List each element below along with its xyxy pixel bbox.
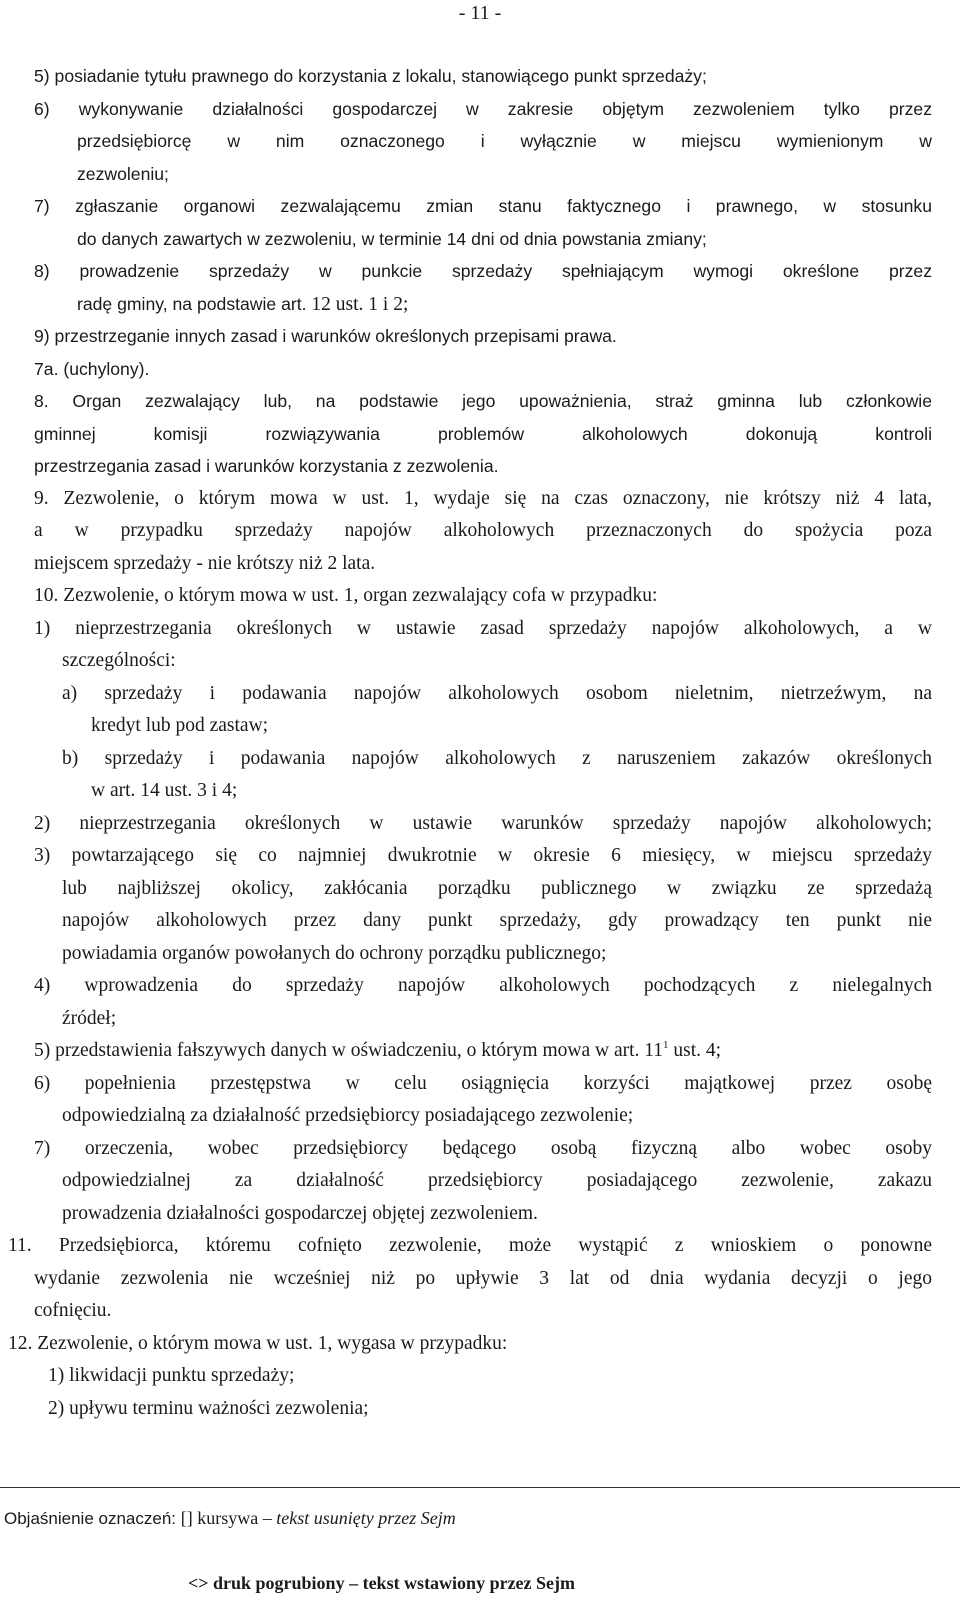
text-line: 11. Przedsiębiorca, któremu cofnięto zezwolenie, może wystąpić z wnioskiem o ponowne (8, 1235, 932, 1256)
text-line: zezwoleniu; (77, 163, 169, 184)
superscript: 1 (663, 1039, 669, 1051)
text-line: napojów alkoholowych przez dany punkt sprzedaży, gdy prowadzący ten punkt nie (62, 910, 932, 931)
text-line: 9) przestrzeganie innych zasad i warunków określonych przepisami prawa. (34, 326, 617, 346)
text-line: odpowiedzialną za działalność przedsiębiorcy posiadającego zezwolenie; (62, 1105, 634, 1126)
text-span: 12 ust. 1 i 2; (311, 293, 409, 315)
text-line: 7) zgłaszanie organowi zezwalającemu zmian stanu faktycznego i prawnego, w stosunku (34, 196, 932, 216)
text-line: a w przypadku sprzedaży napojów alkoholowych przeznaczonych do spożycia poza (34, 520, 932, 541)
page-number: - 11 - (458, 2, 502, 24)
text-line: źródeł; (62, 1007, 117, 1029)
text-line: do danych zawartych w zezwoleniu, w terminie 14 dni od dnia powstania zmiany; (77, 228, 707, 249)
text-line: 8) prowadzenie sprzedaży w punkcie sprzedaży spełniającym wymogi określone przez (34, 261, 932, 281)
text-span: radę gminy, na podstawie art. (77, 293, 312, 314)
text-line: lub najbliższej okolicy, zakłócania porządku publicznego w związku ze sprzedażą (62, 877, 932, 899)
text-line: a) sprzedaży i podawania napojów alkoholowych osobom nieletnim, nietrzeźwym, na (62, 682, 932, 704)
text-span: 5) przedstawienia fałszywych danych w oświadczeniu, o którym mowa w art. 11 (34, 1040, 664, 1061)
text-line: 1) likwidacji punktu sprzedaży; (48, 1365, 295, 1386)
text-line: odpowiedzialnej za działalność przedsiębiorcy posiadającego zezwolenie, zakazu (62, 1170, 932, 1191)
text-line: prowadzenia działalności gospodarczej objętej zezwoleniem. (62, 1202, 538, 1224)
text-line: 2) upływu terminu ważności zezwolenia; (48, 1397, 369, 1419)
text-line (34, 1035, 932, 1068)
text-line: 10. Zezwolenie, o którym mowa w ust. 1, organ zezwalający cofa w przypadku: (34, 585, 658, 606)
legend-line (4, 1508, 456, 1529)
legend-italic: tekst usunięty przez Sejm (276, 1508, 456, 1528)
text-line: przedsiębiorcę w nim oznaczonego i wyłącznie w miejscu wymienionym w (77, 131, 932, 151)
text-line: 6) wykonywanie działalności gospodarczej w zakresie objętym zezwoleniem tylko przez (34, 98, 932, 119)
text-line: szczególności: (62, 650, 176, 671)
text-line: cofnięciu. (34, 1300, 112, 1321)
text-line: 5) posiadanie tytułu prawnego do korzystania z lokalu, stanowiącego punkt sprzedaży; (34, 66, 707, 86)
document-body (8, 60, 932, 1425)
text-line: 4) wprowadzenia do sprzedaży napojów alkoholowych pochodzących z nielegalnych (34, 975, 932, 996)
text-line: gminnej komisji rozwiązywania problemów alkoholowych dokonują kontroli (34, 423, 932, 444)
legend-bold-line: <> druk pogrubiony – tekst wstawiony przez Sejm (188, 1573, 576, 1593)
text-line: 7) orzeczenia, wobec przedsiębiorcy będącego osobą fizyczną albo wobec osoby (34, 1137, 932, 1159)
text-line: w art. 14 ust. 3 i 4; (91, 780, 238, 801)
text-line: 2) nieprzestrzegania określonych w ustawie warunków sprzedaży napojów alkoholowych; (34, 812, 932, 834)
text-line (77, 288, 932, 321)
text-line: 1) nieprzestrzegania określonych w ustawie zasad sprzedaży napojów alkoholowych, a w (34, 617, 932, 639)
text-line: 9. Zezwolenie, o którym mowa w ust. 1, wydaje się na czas oznaczony, nie krótszy niż 4 lata, (34, 487, 932, 509)
text-span: ust. 4; (668, 1040, 722, 1061)
text-line: 3) powtarzającego się co najmniej dwukrotnie w okresie 6 miesięcy, w miejscu sprzedaży (34, 845, 932, 866)
text-line: b) sprzedaży i podawania napojów alkoholowych z naruszeniem zakazów określonych (62, 747, 932, 769)
text-line: 12. Zezwolenie, o którym mowa w ust. 1, wygasa w przypadku: (8, 1332, 508, 1354)
text-line: miejscem sprzedaży - nie krótszy niż 2 lata. (34, 552, 376, 574)
text-line: przestrzegania zasad i warunków korzystania z zezwolenia. (34, 456, 499, 476)
text-line: 6) popełnienia przestępstwa w celu osiągnięcia korzyści majątkowej przez osobę (34, 1072, 932, 1094)
text-line: wydanie zezwolenia nie wcześniej niż po upływie 3 lat od dnia wydania decyzji o jego (34, 1267, 932, 1289)
text-line: 7a. (uchylony). (34, 358, 150, 379)
legend-label: Objaśnienie oznaczeń: (4, 1509, 177, 1528)
text-line: powiadamia organów powołanych do ochrony porządku publicznego; (62, 942, 607, 964)
text-line: kredyt lub pod zastaw; (91, 715, 269, 736)
footer-divider (0, 1487, 960, 1488)
text-line: 8. Organ zezwalający lub, na podstawie jego upoważnienia, straż gminna lub członkowie (34, 391, 932, 411)
legend-brackets: [] kursywa – (180, 1508, 277, 1528)
